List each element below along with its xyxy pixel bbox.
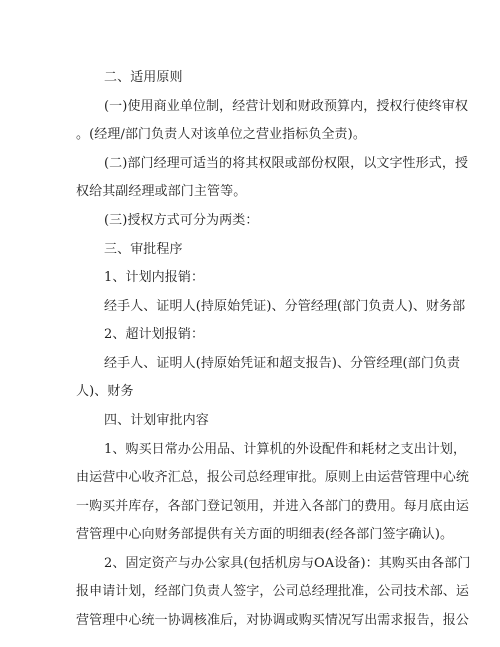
paragraph-line: 1、购买日常办公用品、计算机的外设配件和耗材之支出计划，: [104, 442, 467, 457]
paragraph-line: 由运营中心收齐汇总，报公司总经理审批。原则上由运营管理中心统: [76, 470, 470, 485]
section-heading-applicable-principles: 二、适用原则: [104, 70, 183, 85]
paragraph-line: 2、固定资产与办公家具(包括机房与OA设备)：其购买由各部门: [104, 556, 471, 571]
paragraph-line: (三)授权方式可分为两类：: [104, 213, 259, 228]
paragraph-line: 营管理中心向财务部提供有关方面的明细表(经各部门签字确认)。: [76, 527, 454, 542]
paragraph-line: (一)使用商业单位制，经营计划和财政预算内，授权行使终审权: [104, 99, 469, 114]
section-heading-plan-approval-content: 四、计划审批内容: [104, 413, 209, 428]
paragraph-line: 经手人、证明人(持原始凭证和超支报告)、分管经理(部门负责: [104, 356, 461, 371]
paragraph-line: 报申请计划，经部门负责人签字，公司总经理批准，公司技术部、运: [76, 584, 470, 599]
subheading-over-plan-reimbursement: 2、超计划报销：: [104, 327, 205, 342]
paragraph-line: (二)部门经理可适当的将其权限或部份权限，以文字性形式，授: [104, 156, 469, 171]
paragraph-line: 经手人、证明人(持原始凭证)、分管经理(部门负责人)、财务部: [104, 299, 466, 314]
paragraph-line: 营管理中心统一协调核准后，对协调或购买情况写出需求报告，报公: [76, 613, 470, 628]
paragraph-line: 权给其副经理或部门主管等。: [76, 184, 247, 199]
paragraph-line: 人)、财务: [76, 384, 134, 399]
section-heading-approval-procedure: 三、审批程序: [104, 242, 183, 257]
paragraph-line: 。(经理/部门负责人对该单位之营业指标负全责)。: [76, 127, 366, 142]
subheading-planned-reimbursement: 1、计划内报销：: [104, 270, 205, 285]
paragraph-line: 一购买并库存，各部门登记领用，并进入各部门的费用。每月底由运: [76, 499, 470, 514]
